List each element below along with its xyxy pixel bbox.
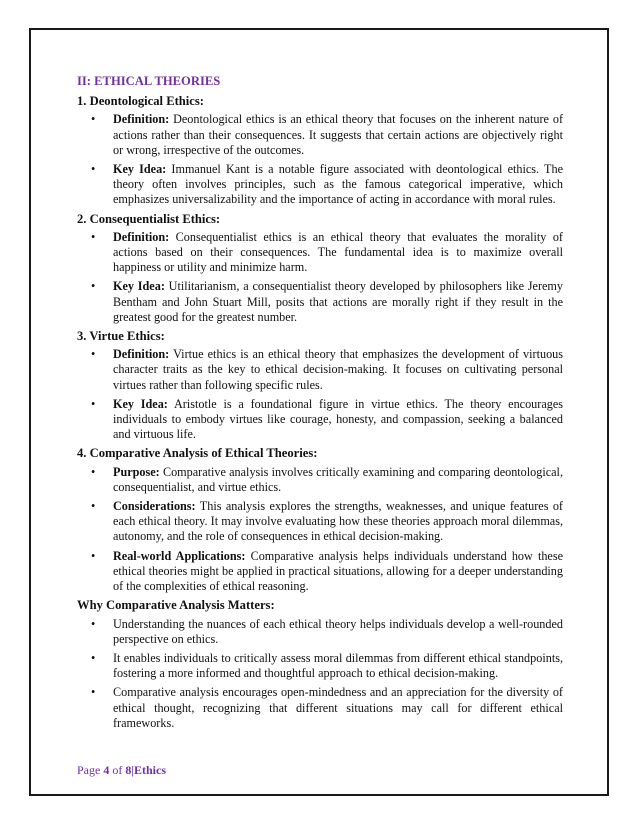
footer-prefix: Page: [77, 763, 104, 777]
item-text: Immanuel Kant is a notable figure associated with deontological ethics. The theory often involves principles, such as the famous categorical imperative, which emphasizes universalizability and the importance of acting in accordance with moral rules.: [113, 162, 563, 207]
footer-title: Ethics: [133, 763, 166, 777]
item-text: Deontological ethics is an ethical theory that focuses on the inherent nature of actions rather than their consequences. It suggests that certain actions are objectively right or wrong, irrespective of the outcomes.: [113, 112, 563, 157]
item-text: This analysis explores the strengths, weaknesses, and unique features of each ethical theory. It may involve evaluating how these theories approach moral dilemmas, autonomy, and the role of consequences in ethical decision-making.: [113, 499, 563, 544]
item-text: Virtue ethics is an ethical theory that emphasizes the development of virtuous character traits as the key to ethical decision-making. It focuses on cultivating personal virtues rather than following specific rules.: [113, 347, 563, 392]
item-text: It enables individuals to critically assess moral dilemmas from different ethical standpoints, fostering a more informed and thoughtful approach to ethical decision-making.: [113, 650, 563, 681]
footer-page-number: 4: [103, 763, 110, 777]
list-item: [77, 651, 563, 681]
list-item: [77, 347, 563, 393]
document-body: [77, 74, 563, 735]
bullet-list: [77, 230, 563, 325]
list-item: [77, 397, 563, 443]
page-footer: [77, 763, 166, 778]
item-text: Aristotle is a foundational figure in virtue ethics. The theory encourages individuals to embody virtues like courage, honesty, and compassion, seeking a balanced and virtuous life.: [113, 396, 563, 442]
item-label: Key Idea:: [113, 162, 167, 177]
bullet-icon: •: [91, 464, 96, 479]
list-item: [77, 617, 563, 647]
item-label: Key Idea:: [113, 396, 168, 411]
bullet-icon: •: [91, 279, 96, 294]
bullet-icon: •: [91, 162, 96, 177]
bullet-icon: •: [91, 685, 96, 700]
footer-of: of: [109, 763, 126, 777]
bullet-list: [77, 347, 563, 442]
list-item: [77, 112, 563, 158]
item-text: Comparative analysis helps individuals understand how these ethical theories might be applied in practical situations, allowing for a deeper understanding of the complexities of ethical reasoning.: [113, 548, 563, 594]
item-text: Utilitarianism, a consequentialist theory developed by philosophers like Jeremy Bentham and John Stuart Mill, posits that actions are morally right if they result in the greatest good for the greatest number.: [113, 279, 563, 324]
bullet-icon: •: [91, 650, 96, 665]
item-label: Key Idea:: [113, 279, 165, 294]
bullet-icon: •: [91, 499, 96, 514]
list-item: [77, 549, 563, 595]
item-text: Understanding the nuances of each ethical theory helps individuals develop a well-rounded perspective on ethics.: [113, 616, 563, 646]
bullet-icon: •: [91, 548, 96, 563]
list-item: [77, 230, 563, 276]
item-label: Purpose:: [113, 464, 160, 479]
section-heading: 1. Deontological Ethics:: [77, 94, 204, 109]
list-item: [77, 685, 563, 731]
item-text: Comparative analysis encourages open-mindedness and an appreciation for the diversity of ethical thought, recognizing that different situations may call for different ethical frameworks.: [113, 685, 563, 730]
section-heading: 3. Virtue Ethics:: [77, 329, 165, 344]
bullet-icon: •: [91, 396, 96, 411]
section-heading: 4. Comparative Analysis of Ethical Theories:: [77, 446, 318, 461]
sections-container: [77, 94, 563, 731]
item-label: Definition:: [113, 229, 170, 244]
bullet-icon: •: [91, 616, 96, 631]
bullet-icon: •: [91, 112, 96, 127]
bullet-list: [77, 112, 563, 207]
item-label: Real-world Applications:: [113, 548, 246, 563]
footer-separator: |: [131, 763, 134, 777]
footer-total-pages: 8: [125, 763, 132, 777]
list-item: [77, 162, 563, 208]
bullet-list: [77, 465, 563, 595]
section-title: II: ETHICAL THEORIES: [77, 74, 221, 88]
list-item: [77, 279, 563, 325]
item-label: Considerations:: [113, 499, 196, 514]
section-heading: Why Comparative Analysis Matters:: [77, 598, 275, 613]
bullet-icon: •: [91, 347, 96, 362]
bullet-icon: •: [91, 229, 96, 244]
list-item: [77, 465, 563, 495]
item-text: Comparative analysis involves critically examining and comparing deontological, consequentialist, and virtue ethics.: [113, 464, 563, 494]
bullet-list: [77, 617, 563, 731]
item-label: Definition:: [113, 347, 170, 362]
section-heading: 2. Consequentialist Ethics:: [77, 211, 221, 226]
item-label: Definition:: [113, 112, 170, 127]
list-item: [77, 499, 563, 545]
item-text: Consequentialist ethics is an ethical theory that evaluates the morality of actions based on their consequences. The fundamental idea is to maximize overall happiness or utility and minimize harm.: [113, 229, 563, 275]
